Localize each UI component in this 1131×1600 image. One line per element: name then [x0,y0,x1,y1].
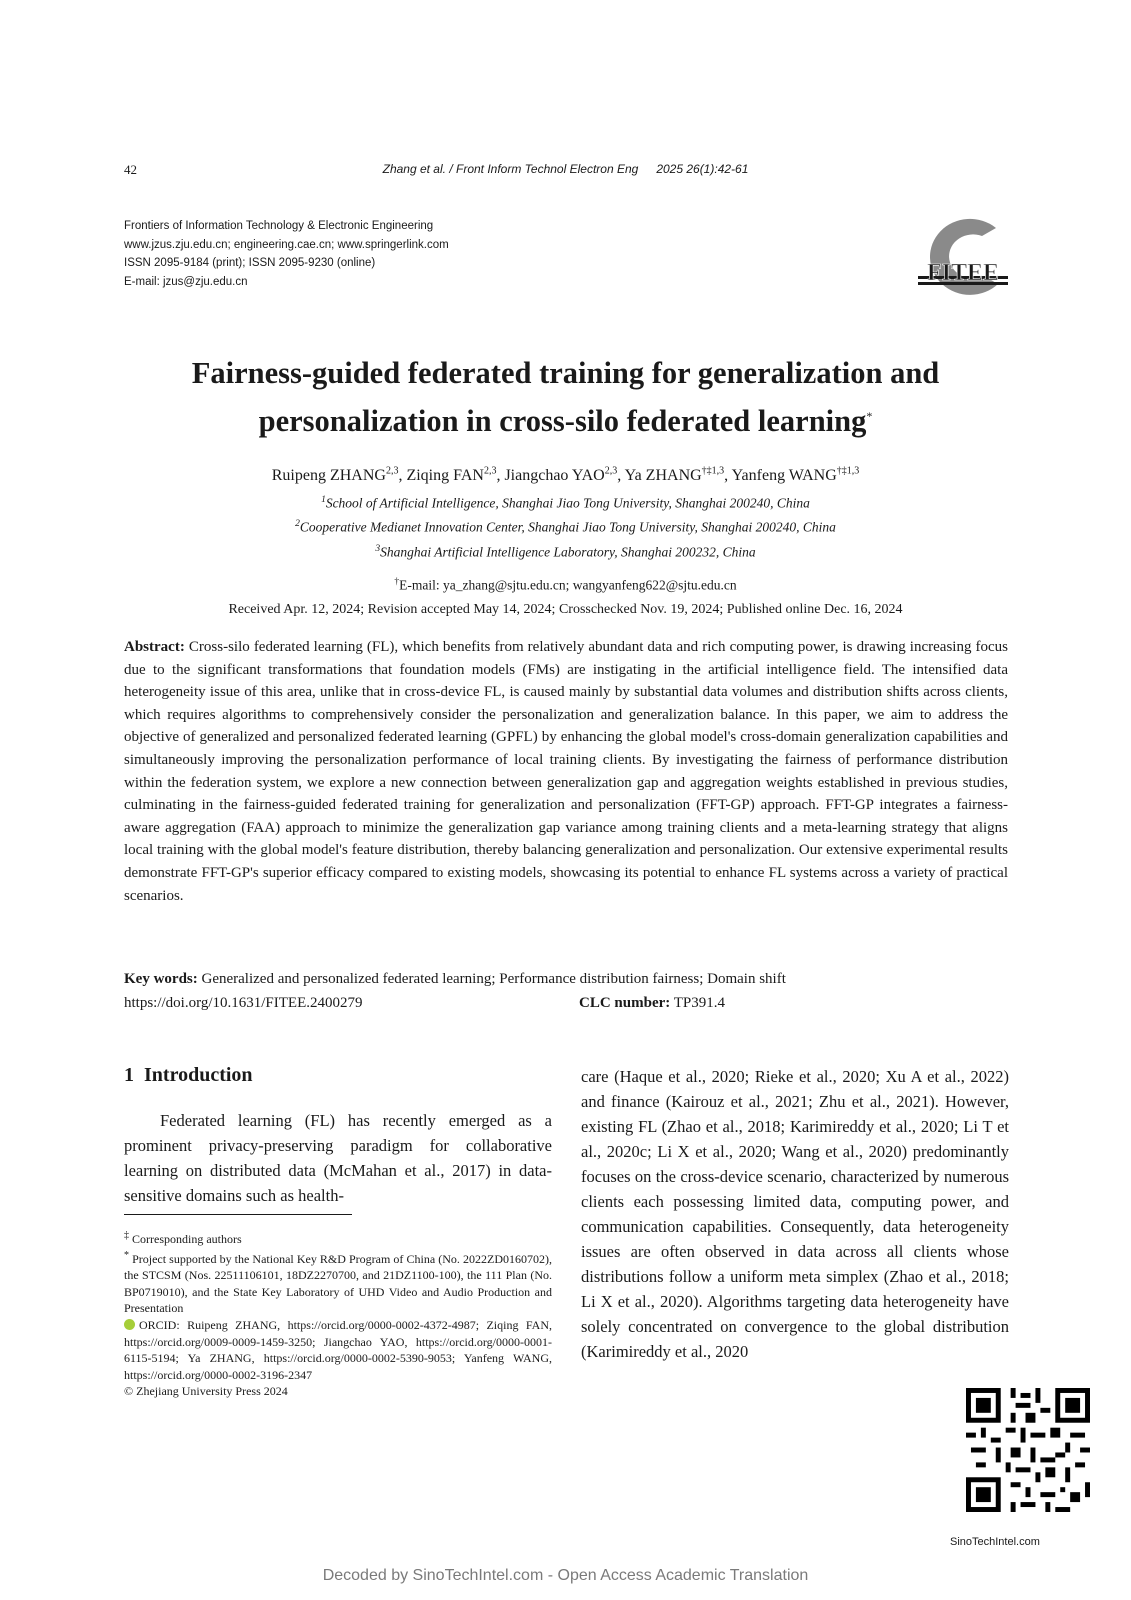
affiliation: $^3$Shanghai Artificial Intelligence Laboratory, Shanghai 200232, China [375,544,756,560]
fitee-logo [918,218,1008,302]
running-head-volume: 2025 26(1):42-61 [656,162,749,176]
affiliation: $^2$Cooperative Medianet Innovation Center, Shanghai Jiao Tong University, Shanghai 200240, China [295,519,836,535]
qr-caption: SinoTechIntel.com [950,1536,1040,1548]
intro-left-column: Federated learning (FL) has recently emerged as a prominent privacy-preserving paradigm for collaborative learning on distributed data (McMahan et al., 2017) in data-sensitive domains such as health- [124,1111,552,1205]
author: Ruipeng ZHANG$^{2,3}$, [271,466,407,485]
journal-name: Frontiers of Information Technology & Electronic Engineering [124,220,434,232]
journal-issn: ISSN 2095-9184 (print); ISSN 2095-9230 (online) [124,257,376,269]
author-list [0,466,1131,485]
intro-right-column: care (Haque et al., 2020; Rieke et al., 2020; Xu A et al., 2022) and finance (Kairouz et al., 2021; Zhu et al., 2021). However, existing FL (Zhao et al., 2018; Karimireddy et al., 2020; Li T et al., 2020c; Li X et al., 2020; Wang et al., 2020) predominantly focuses on the cross-device scenario, characterized by numerous clients each possessing limited data, computing power, and communication capabilities. Consequently, data heterogeneity issues are often observed in data across all clients whose distributions follow a uniform meta simplex (Zhao et al., 2018; Li X et al., 2020). Algorithms targeting data heterogeneity have solely concentrated on convergence to the global distribution (Karimireddy et al., 2020 [581,1067,1009,1361]
svg-text:FITEE: FITEE [926,260,1000,286]
journal-websites: www.jzus.zju.edu.cn; engineering.cae.cn; www.springerlink.com [124,238,449,251]
footnote-corresponding: ‡ Corresponding authors [124,1230,242,1246]
footnotes [124,1228,552,1400]
contact-email: †E-mail: ya_zhang@sjtu.edu.cn; wangyanfeng622@sjtu.edu.cn [394,577,737,593]
doi-link[interactable]: https://doi.org/10.1631/FITEE.2400279 [124,995,363,1011]
section-heading: 1 Introduction [124,1064,253,1086]
affiliation: $^1$School of Artificial Intelligence, Shanghai Jiao Tong University, Shanghai 200240, China [321,495,810,511]
abstract-label: Abstract: [124,639,185,655]
translation-watermark: Decoded by SinoTechIntel.com - Open Access Academic Translation [322,1567,809,1584]
keywords-label: Key words: [124,971,198,987]
footnote-rule [124,1214,352,1215]
publication-dates: Received Apr. 12, 2024; Revision accepted May 14, 2024; Crosschecked Nov. 19, 2024; Published online Dec. 16, 2024 [228,602,903,617]
page-number: 42 [124,162,137,177]
qr-code [966,1388,1090,1512]
keywords-text: Generalized and personalized federated learning; Performance distribution fairness; Domain shift [201,971,786,987]
author: Yanfeng WANG$^{\dagger\ddagger 1,3}$ [731,466,860,485]
abstract [124,636,1008,907]
author: Ziqing FAN$^{2,3}$, [406,466,505,485]
keywords [124,971,786,988]
footnote-orcid: ORCID: Ruipeng ZHANG, https://orcid.org/0000-0002-4372-4987; Ziqing FAN, https://orcid.org/0009-0009-1459-3250; Jiangchao YAO, https://orcid.org/0000-0001-6115-5194; Ya ZHANG, https://orcid.org/0000-0002-5390-9053; Yanfeng WANG, https://orcid.org/0000-0002-3196-2347 [124,1317,552,1382]
author: Ya ZHANG$^{\dagger\ddagger 1,3}$, [624,466,732,485]
title-footnote-mark: * [866,409,873,423]
paper-title [0,352,1131,443]
title-line-2: personalization in cross-silo federated learning* [258,404,873,439]
footnote-copyright: © Zhejiang University Press 2024 [124,1384,288,1399]
running-head-citation: Zhang et al. / Front Inform Technol Electron Eng [382,162,639,176]
footnote-project: * Project supported by the National Key R&D Program of China (No. 2022ZD0160702), the STCSM (Nos. 22511106101, 18DZ2270700, and 21DZ1100-100), the 111 Plan (No. BP0719010), and the State Key Laboratory of UHD Video and Audio Production and Presentation [124,1249,553,1316]
clc-label: CLC number: [579,995,671,1011]
journal-email: E-mail: jzus@zju.edu.cn [124,275,248,288]
clc-number [579,995,725,1012]
author: Jiangchao YAO$^{2,3}$, [504,466,625,485]
abstract-text: Cross-silo federated learning (FL), which benefits from relatively abundant data and rich computing power, is drawing increasing focus due to the significant transformations that foundation models (FMs) are instigating in the artificial intelligence field. The intensified data heterogeneity issue of this area, unlike that in cross-device FL, is caused mainly by substantial data volumes and distribution shifts across clients, which requires algorithms to comprehensively consider the personalization and generalization balance. In this paper, we aim to address the objective of generalized and personalized federated learning (GPFL) by enhancing the global model's cross-domain generalization capabilities and simultaneously improving the personalization performance of local training clients. By investigating the fairness of performance distribution within the federation system, we explore a new connection between generalization gap and aggregation weights established in previous studies, culminating in the fairness-guided federated training for generalization and personalization (FFT-GP) approach. FFT-GP integrates a fairness-aware aggregation (FAA) approach to minimize the generalization gap variance among training clients and a meta-learning strategy that aligns local training with the global model's feature distribution, thereby balancing generalization and personalization. Our extensive experimental results demonstrate FFT-GP's superior efficacy compared to existing models, showcasing its potential to enhance FL systems across a variety of practical scenarios. [124,639,1008,904]
running-head [0,162,1131,176]
journal-info [124,217,449,291]
orcid-icon [124,1319,135,1330]
clc-value: TP391.4 [673,995,726,1011]
title-line-1: Fairness-guided federated training for generalization and [191,356,940,390]
